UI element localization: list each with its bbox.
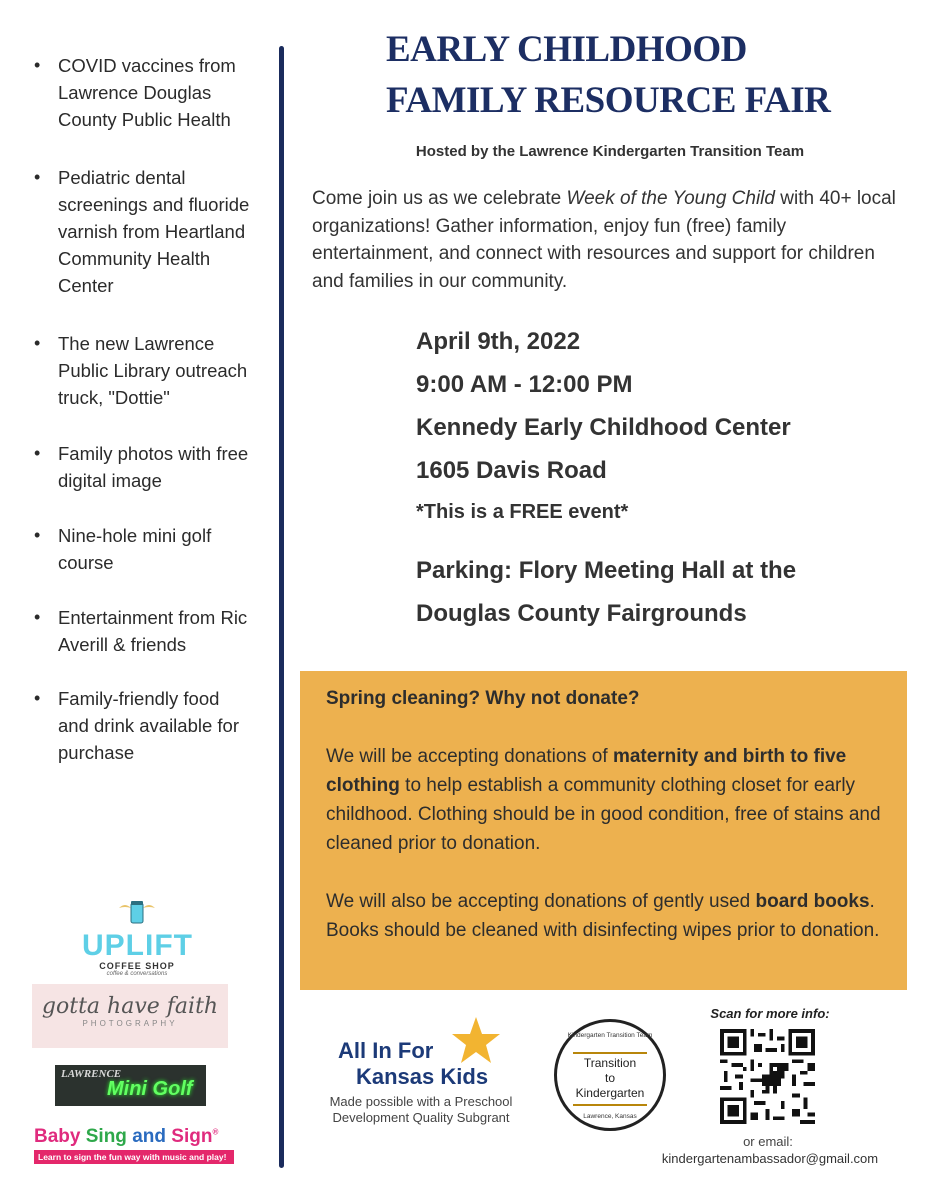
baby-word-3: and (132, 1126, 166, 1147)
badge-divider (573, 1052, 647, 1054)
intro-paragraph (312, 185, 908, 295)
event-venue: Kennedy Early Childhood Center (416, 414, 791, 441)
p2-before: We will also be accepting donations of gently used (326, 891, 756, 912)
donation-paragraph-1 (326, 742, 885, 858)
donation-heading: Spring cleaning? Why not donate? (326, 688, 640, 709)
baby-sing-and-sign-logo (34, 1126, 234, 1164)
parking-line-2: Douglas County Fairgrounds (416, 600, 747, 627)
page-title-line-1: EARLY CHILDHOOD (386, 29, 747, 70)
intro-emphasis: Week of the Young Child (566, 188, 775, 209)
feature-item: • Family-friendly food and drink available for purchase (30, 685, 255, 766)
p1-before: We will be accepting donations of (326, 746, 613, 767)
coffee-cup-icon (117, 900, 157, 926)
feature-item: • COVID vaccines from Lawrence Douglas County Public Health (30, 52, 255, 133)
uplift-tag: coffee & conversations (106, 971, 168, 977)
scan-label: Scan for more info: (710, 1006, 830, 1021)
golf-main: Mini Golf (107, 1078, 193, 1100)
baby-tagline: Learn to sign the fun way with music and play! (34, 1150, 234, 1164)
p1-after: to help establish a community clothing closet for early childhood. Clothing should be in good condition, free of stains and cleaned prior to donation. (326, 775, 881, 854)
badge-top-text: Kindergarten Transition Team (567, 1032, 653, 1039)
feature-item: • Pediatric dental screenings and fluoride varnish from Heartland Community Health Center (30, 164, 255, 299)
contact-email[interactable]: kindergartenambassador@gmail.com (661, 1151, 879, 1166)
page-title-line-2: FAMILY RESOURCE FAIR (386, 80, 831, 121)
event-details (416, 320, 916, 532)
free-event-note: *This is a FREE event* (416, 501, 629, 523)
all-in-for-kansas-kids-logo (338, 1038, 488, 1090)
parking-info (416, 549, 896, 635)
hosted-by: Hosted by the Lawrence Kindergarten Transition Team (415, 143, 805, 160)
uplift-name: UPLIFT (82, 929, 193, 962)
event-time: 9:00 AM - 12:00 PM (416, 371, 633, 398)
baby-name (34, 1126, 234, 1148)
subgrant-note: Made possible with a Preschool Development Quality Subgrant (329, 1094, 513, 1125)
feature-item: • Entertainment from Ric Averill & friends (30, 604, 255, 658)
badge-line-2: to (604, 1071, 615, 1085)
feature-item: • The new Lawrence Public Library outreach truck, "Dottie" (30, 330, 255, 411)
event-address: 1605 Davis Road (416, 457, 607, 484)
feature-item: • Family photos with free digital image (30, 440, 255, 494)
donation-box (300, 671, 907, 990)
column-divider (279, 46, 284, 1168)
uplift-coffee-logo (82, 900, 192, 977)
transition-to-kindergarten-badge (554, 1019, 666, 1131)
event-date: April 9th, 2022 (416, 328, 581, 355)
email-label: or email: (743, 1134, 793, 1149)
badge-bottom-text: Lawrence, Kansas (583, 1113, 637, 1120)
badge-center (567, 1056, 653, 1101)
lawrence-mini-golf-logo (55, 1065, 206, 1106)
faith-name: gotta have faith (41, 994, 219, 1019)
p2-bold: board books (755, 891, 870, 912)
golf-top: LAWRENCE (61, 1068, 122, 1080)
parking-line-1: Parking: Flory Meeting Hall at the (416, 557, 797, 584)
feature-list (30, 52, 255, 766)
allin-line-2: Kansas Kids (356, 1064, 489, 1089)
baby-mark: ® (212, 1127, 219, 1137)
badge-divider (573, 1104, 647, 1106)
baby-word-4: Sign (171, 1126, 213, 1147)
intro-before: Come join us as we celebrate (312, 188, 567, 209)
badge-line-3: Kindergarten (575, 1086, 645, 1100)
feature-item: • Nine-hole mini golf course (30, 522, 255, 576)
baby-word-1: Baby (34, 1126, 81, 1147)
p2-after: . Books should be cleaned with disinfecting wipes prior to donation. (326, 891, 880, 941)
allin-line-1: All In For (338, 1038, 434, 1063)
uplift-sub: COFFEE SHOP (99, 961, 175, 971)
qr-code[interactable] (720, 1029, 815, 1124)
faith-sub: PHOTOGRAPHY (82, 1019, 178, 1028)
donation-paragraph-2 (326, 887, 885, 945)
p1-bold: maternity and birth to five clothing (326, 746, 847, 796)
baby-word-2: Sing (85, 1126, 127, 1147)
gotta-have-faith-logo (32, 984, 228, 1048)
badge-line-1: Transition (583, 1056, 637, 1070)
intro-after: with 40+ local organizations! Gather information, enjoy fun (free) family entertainment, and connect with resources and support for children and families in our community. (312, 188, 896, 292)
